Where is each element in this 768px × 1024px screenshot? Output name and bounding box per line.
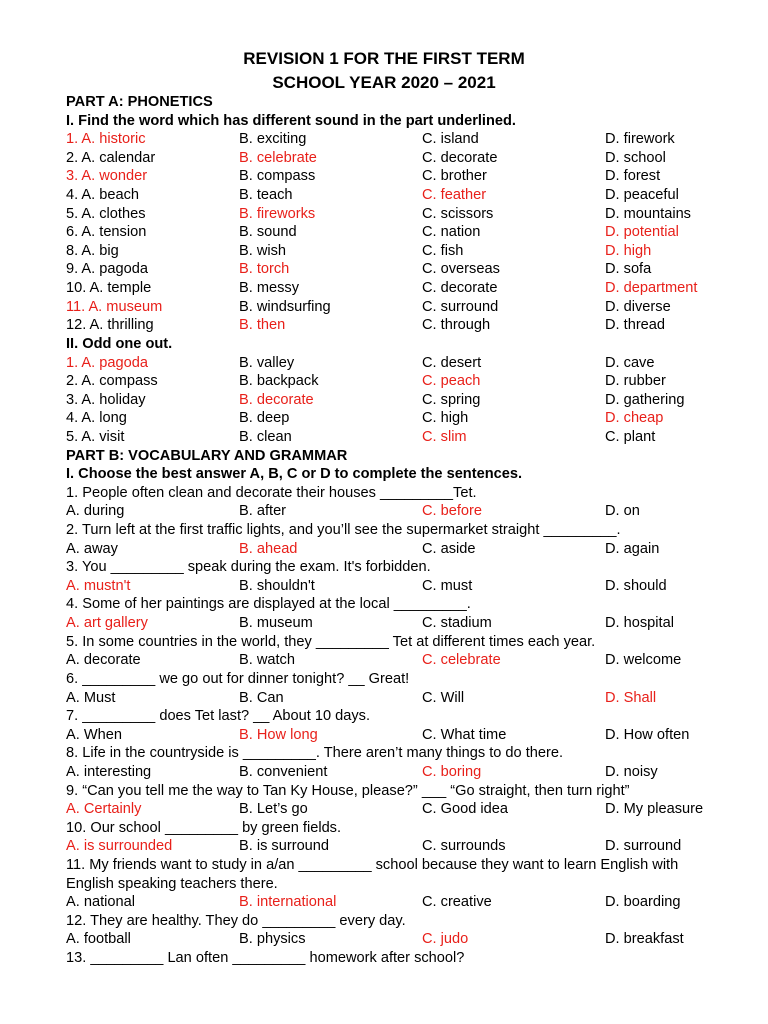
answer-option: C. decorate <box>422 149 498 166</box>
correct-answer-option: A. mustn't <box>66 577 131 594</box>
answer-option: D. welcome <box>605 652 682 669</box>
answer-option: 9. A. pagoda <box>66 261 148 278</box>
answer-option: B. clean <box>239 428 292 445</box>
question-text: 7. _________ does Tet last? __ About 10 days. <box>66 708 371 725</box>
answer-option: D. diverse <box>605 298 671 315</box>
answer-option: A. during <box>66 503 125 520</box>
answer-option: D. on <box>605 503 640 520</box>
answer-option: C. decorate <box>422 280 498 297</box>
question-text: 13. _________ Lan often _________ homework after school? <box>66 950 465 967</box>
correct-answer-option: A. art gallery <box>66 615 148 632</box>
answer-option: B. convenient <box>239 763 328 780</box>
answer-options-row <box>66 205 726 224</box>
correct-answer-option: A. is surrounded <box>66 838 173 855</box>
correct-answer-option: C. boring <box>422 763 482 780</box>
answer-option: D. How often <box>605 726 690 743</box>
correct-answer-option: 11. A. museum <box>66 298 163 315</box>
answer-option: C. scissors <box>422 205 494 222</box>
question-text: 2. Turn left at the first traffic lights, and you’ll see the supermarket straight _________. <box>66 522 621 539</box>
correct-answer-option: B. fireworks <box>239 205 316 222</box>
answer-options-row <box>66 130 726 149</box>
answer-option: C. plant <box>605 428 656 445</box>
question-text: 8. Life in the countryside is _________. There aren’t many things to do there. <box>66 745 564 762</box>
section-heading: II. Odd one out. <box>66 335 173 352</box>
answer-option: D. thread <box>605 317 666 334</box>
answer-option: C. island <box>422 131 479 148</box>
answer-option: D. surround <box>605 838 682 855</box>
answer-options-row <box>66 726 726 745</box>
answer-options-row <box>66 428 726 447</box>
answer-option: 8. A. big <box>66 242 119 259</box>
answer-option: A. away <box>66 540 118 557</box>
answer-option: D. noisy <box>605 763 658 780</box>
answer-option: D. again <box>605 540 660 557</box>
answer-option: A. Must <box>66 689 116 706</box>
answer-option: 4. A. long <box>66 410 127 427</box>
answer-option: C. nation <box>422 224 481 241</box>
answer-option: B. Let’s go <box>239 801 308 818</box>
correct-answer-option: D. Shall <box>605 689 657 706</box>
answer-option: B. Can <box>239 689 284 706</box>
answer-option: D. peaceful <box>605 187 679 204</box>
answer-option: B. teach <box>239 187 293 204</box>
answer-option: C. surrounds <box>422 838 506 855</box>
correct-answer-option: B. then <box>239 317 286 334</box>
answer-option: C. What time <box>422 726 507 743</box>
answer-options-row <box>66 577 726 596</box>
answer-options-row <box>66 260 726 279</box>
answer-option: D. gathering <box>605 391 685 408</box>
answer-option: A. When <box>66 726 122 743</box>
answer-option: C. brother <box>422 168 487 185</box>
answer-option: C. creative <box>422 894 492 911</box>
answer-options-row <box>66 651 726 670</box>
answer-options-row <box>66 316 726 335</box>
answer-option: C. desert <box>422 354 482 371</box>
answer-options-row <box>66 279 726 298</box>
answer-options-row <box>66 372 726 391</box>
answer-option: C. surround <box>422 298 499 315</box>
answer-option: B. valley <box>239 354 295 371</box>
answer-option: B. after <box>239 503 287 520</box>
answer-option: D. forest <box>605 168 661 185</box>
answer-option: C. Will <box>422 689 465 706</box>
question-text: 4. Some of her paintings are displayed at the local _________. <box>66 596 471 613</box>
question-text: 10. Our school _________ by green fields. <box>66 819 342 836</box>
correct-answer-option: B. torch <box>239 261 290 278</box>
correct-answer-option: A. Certainly <box>66 801 142 818</box>
answer-options-row <box>66 689 726 708</box>
answer-option: B. museum <box>239 615 313 632</box>
answer-option: C. fish <box>422 242 464 259</box>
answer-options-row <box>66 186 726 205</box>
answer-option: A. national <box>66 894 135 911</box>
answer-option: B. watch <box>239 652 295 669</box>
answer-option: B. compass <box>239 168 316 185</box>
correct-answer-option: B. How long <box>239 726 318 743</box>
question-text: 11. My friends want to study in a/an _________ school because they want to learn English with <box>66 856 679 873</box>
worksheet-content <box>66 93 726 968</box>
document-title: REVISION 1 FOR THE FIRST TERM <box>243 49 525 68</box>
answer-option: D. cave <box>605 354 655 371</box>
answer-option: 5. A. visit <box>66 428 125 445</box>
answer-options-row <box>66 354 726 373</box>
answer-option: 6. A. tension <box>66 224 147 241</box>
answer-option: B. physics <box>239 931 306 948</box>
question-text: 1. People often clean and decorate their houses _________Tet. <box>66 484 477 501</box>
answer-option: 3. A. holiday <box>66 391 146 408</box>
correct-answer-option: B. international <box>239 894 337 911</box>
correct-answer-option: C. feather <box>422 187 487 204</box>
correct-answer-option: C. celebrate <box>422 652 501 669</box>
answer-option: C. must <box>422 577 473 594</box>
correct-answer-option: C. slim <box>422 428 467 445</box>
answer-option: C. stadium <box>422 615 492 632</box>
answer-options-row <box>66 298 726 317</box>
answer-option: A. interesting <box>66 763 152 780</box>
answer-option: 4. A. beach <box>66 187 140 204</box>
answer-option: D. should <box>605 577 667 594</box>
correct-answer-option: D. cheap <box>605 410 664 427</box>
section-heading: PART B: VOCABULARY AND GRAMMAR <box>66 447 348 464</box>
answer-options-row <box>66 800 726 819</box>
answer-option: 10. A. temple <box>66 280 152 297</box>
correct-answer-option: 1. A. pagoda <box>66 354 148 371</box>
answer-options-row <box>66 242 726 261</box>
section-heading: I. Find the word which has different sound in the part underlined. <box>66 112 516 129</box>
answer-option: D. firework <box>605 131 675 148</box>
correct-answer-option: B. ahead <box>239 540 298 557</box>
correct-answer-option: C. judo <box>422 931 469 948</box>
answer-option: D. school <box>605 149 666 166</box>
answer-option: 12. A. thrilling <box>66 317 154 334</box>
answer-option: 5. A. clothes <box>66 205 146 222</box>
question-text: 12. They are healthy. They do _________ every day. <box>66 912 406 929</box>
answer-options-row <box>66 763 726 782</box>
question-text: English speaking teachers there. <box>66 875 278 892</box>
answer-option: 2. A. calendar <box>66 149 156 166</box>
answer-options-row <box>66 149 726 168</box>
correct-answer-option: B. celebrate <box>239 149 317 166</box>
document-subtitle: SCHOOL YEAR 2020 – 2021 <box>272 73 496 92</box>
answer-option: C. spring <box>422 391 481 408</box>
answer-option: D. sofa <box>605 261 652 278</box>
answer-options-row <box>66 391 726 410</box>
answer-options-row <box>66 614 726 633</box>
question-text: 6. _________ we go out for dinner tonight? __ Great! <box>66 670 410 687</box>
correct-answer-option: D. potential <box>605 224 679 241</box>
answer-option: D. rubber <box>605 373 666 390</box>
answer-options-row <box>66 167 726 186</box>
answer-options-row <box>66 223 726 242</box>
answer-option: D. boarding <box>605 894 681 911</box>
correct-answer-option: 3. A. wonder <box>66 168 148 185</box>
answer-options-row <box>66 409 726 428</box>
section-heading: I. Choose the best answer A, B, C or D to complete the sentences. <box>66 466 523 483</box>
question-text: 5. In some countries in the world, they _________ Tet at different times each year. <box>66 633 596 650</box>
answer-option: A. decorate <box>66 652 141 669</box>
answer-options-row <box>66 540 726 559</box>
answer-options-row <box>66 837 726 856</box>
answer-option: A. football <box>66 931 131 948</box>
answer-option: D. My pleasure <box>605 801 704 818</box>
answer-option: C. Good idea <box>422 801 508 818</box>
answer-option: D. hospital <box>605 615 674 632</box>
answer-option: B. exciting <box>239 131 307 148</box>
answer-option: B. shouldn't <box>239 577 315 594</box>
answer-option: B. windsurfing <box>239 298 331 315</box>
correct-answer-option: 1. A. historic <box>66 131 146 148</box>
answer-option: C. overseas <box>422 261 500 278</box>
answer-option: C. through <box>422 317 491 334</box>
answer-option: B. backpack <box>239 373 319 390</box>
question-text: 3. You _________ speak during the exam. It's forbidden. <box>66 559 431 576</box>
answer-options-row <box>66 930 726 949</box>
answer-option: B. is surround <box>239 838 330 855</box>
answer-option: D. mountains <box>605 205 691 222</box>
answer-options-row <box>66 893 726 912</box>
question-text: 9. “Can you tell me the way to Tan Ky House, please?” ___ “Go straight, then turn right” <box>66 782 630 799</box>
correct-answer-option: D. department <box>605 280 698 297</box>
answer-option: B. deep <box>239 410 290 427</box>
answer-option: 2. A. compass <box>66 373 158 390</box>
correct-answer-option: C. peach <box>422 373 481 390</box>
correct-answer-option: D. high <box>605 242 652 259</box>
answer-option: C. high <box>422 410 469 427</box>
correct-answer-option: C. before <box>422 503 483 520</box>
section-heading: PART A: PHONETICS <box>66 94 213 110</box>
answer-option: D. breakfast <box>605 931 684 948</box>
answer-option: B. messy <box>239 280 300 297</box>
answer-option: B. wish <box>239 242 287 259</box>
answer-option: C. aside <box>422 540 476 557</box>
correct-answer-option: B. decorate <box>239 391 314 408</box>
answer-option: B. sound <box>239 224 297 241</box>
answer-options-row <box>66 502 726 521</box>
